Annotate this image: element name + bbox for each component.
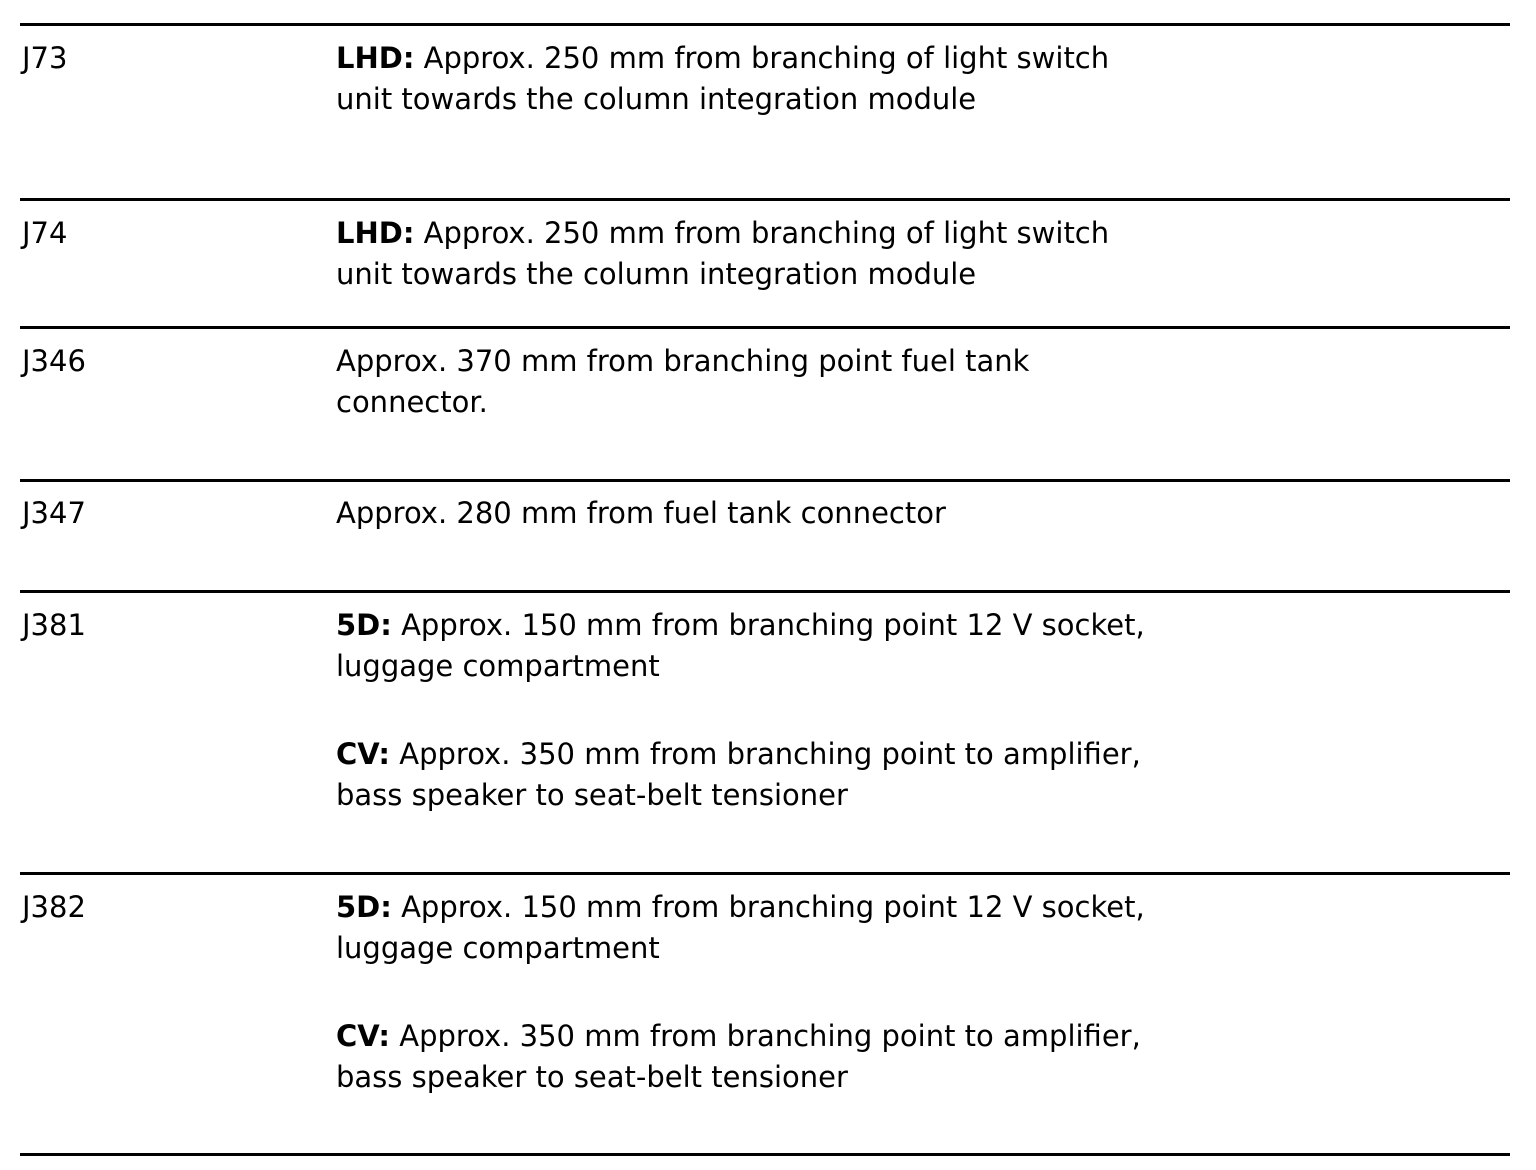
component-code: J73 bbox=[22, 41, 68, 75]
location-description bbox=[336, 213, 1316, 295]
description-paragraph bbox=[336, 493, 1316, 534]
description-paragraph bbox=[336, 1016, 1316, 1098]
location-description bbox=[336, 605, 1316, 816]
description-text: Approx. 350 mm from branching point to amplifier, bass speaker to seat-belt tensioner bbox=[336, 1019, 1141, 1094]
description-text: Approx. 150 mm from branching point 12 V socket, luggage compartment bbox=[336, 890, 1145, 965]
description-text: Approx. 350 mm from branching point to amplifier, bass speaker to seat-belt tensioner bbox=[336, 737, 1141, 812]
table-rule bbox=[20, 590, 1510, 593]
description-text: Approx. 370 mm from branching point fuel tank connector. bbox=[336, 344, 1030, 419]
variant-label: LHD: bbox=[336, 41, 415, 75]
variant-label: LHD: bbox=[336, 216, 415, 250]
description-paragraph bbox=[336, 605, 1316, 687]
location-description bbox=[336, 38, 1316, 120]
component-code: J382 bbox=[22, 890, 86, 924]
component-code: J381 bbox=[22, 608, 86, 642]
description-paragraph bbox=[336, 887, 1316, 969]
component-code: J346 bbox=[22, 344, 86, 378]
component-code: J74 bbox=[22, 216, 68, 250]
table-rule bbox=[20, 23, 1510, 26]
location-description bbox=[336, 493, 1316, 534]
description-paragraph bbox=[336, 341, 1316, 423]
table-rule bbox=[20, 479, 1510, 482]
table-rule bbox=[20, 198, 1510, 201]
description-text: Approx. 280 mm from fuel tank connector bbox=[336, 496, 946, 530]
variant-label: CV: bbox=[336, 737, 391, 771]
component-code: J347 bbox=[22, 496, 86, 530]
description-text: Approx. 250 mm from branching of light switch unit towards the column integration module bbox=[336, 41, 1110, 116]
description-text: Approx. 150 mm from branching point 12 V socket, luggage compartment bbox=[336, 608, 1145, 683]
description-paragraph bbox=[336, 213, 1316, 295]
location-description bbox=[336, 887, 1316, 1098]
description-text: Approx. 250 mm from branching of light switch unit towards the column integration module bbox=[336, 216, 1110, 291]
description-paragraph bbox=[336, 38, 1316, 120]
variant-label: CV: bbox=[336, 1019, 391, 1053]
variant-label: 5D: bbox=[336, 608, 392, 642]
table-rule bbox=[20, 326, 1510, 329]
description-paragraph bbox=[336, 734, 1316, 816]
location-description bbox=[336, 341, 1316, 423]
table-rule bbox=[20, 1153, 1510, 1156]
variant-label: 5D: bbox=[336, 890, 392, 924]
table-rule bbox=[20, 872, 1510, 875]
